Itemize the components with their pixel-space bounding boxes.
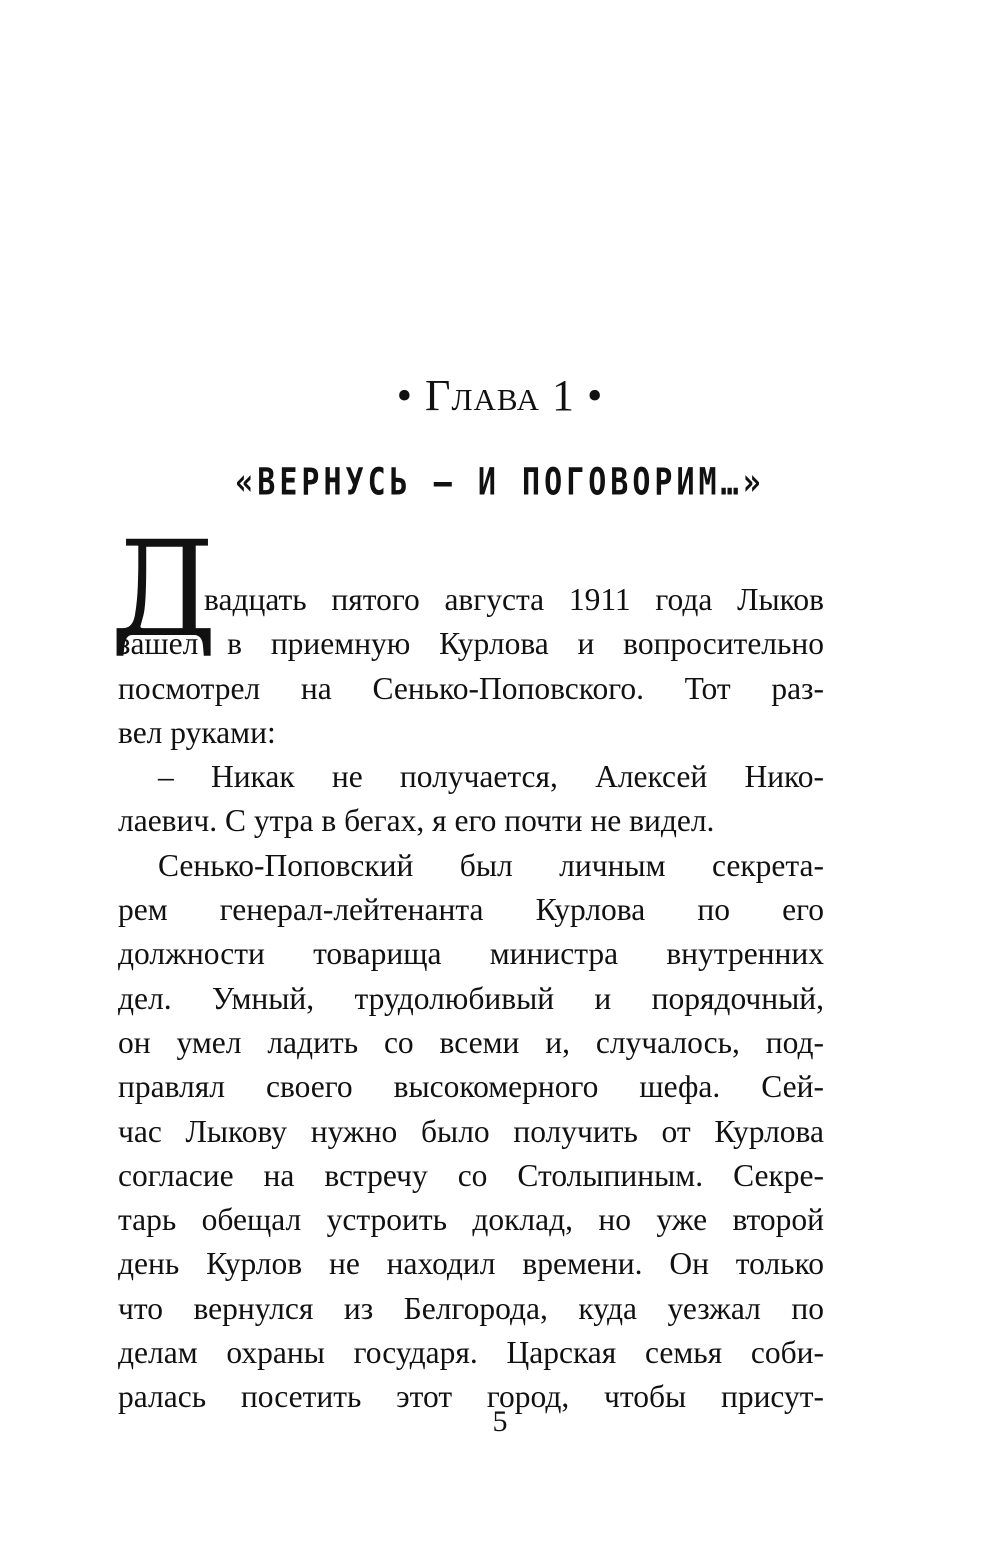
text-line: должности товарища министра внутренних [118,936,824,972]
text-line: час Лыкову нужно было получить от Курлова [118,1113,824,1149]
page-number: 5 [492,1405,508,1438]
text-line: посмотрел на Сенько-Поповского. Тот раз- [118,670,824,706]
bullet-left: • [396,371,414,420]
chapter-subtitle: «ВЕРНУСЬ – И ПОГОВОРИМ…» [235,460,765,505]
text-line: правлял своего высокомерного шефа. Сей- [118,1069,824,1105]
chapter-heading [0,368,1000,424]
drop-cap: Д [110,513,218,667]
text-line: тарь обещал устроить доклад, но уже второй [118,1202,824,1238]
text-line: зашел в приемную Курлова и вопросительно [118,626,824,662]
text-line: рем генерал-лейтенанта Курлова по его [118,892,824,928]
text-line: делам охраны государя. Царская семья соби- [118,1335,824,1371]
text-line: вадцать пятого августа 1911 года Лыков [204,582,824,617]
text-line: что вернулся из Белгорода, куда уезжал по [118,1290,824,1326]
text-line: он умел ладить со всеми и, случалось, под- [118,1024,824,1060]
text-line: день Курлов не находил времени. Он только [118,1246,824,1282]
text-line: – Никак не получается, Алексей Нико- [158,759,824,795]
text-line: лаевич. С утра в бегах, я его почти не видел. [118,803,715,839]
text-line: ралась посетить этот город, чтобы присут- [118,1379,824,1415]
text-line: Сенько-Поповский был личным секрета- [158,847,824,883]
body-text [110,513,824,1420]
text-line: дел. Умный, трудолюбивый и порядочный, [118,980,824,1016]
text-line: вел руками: [118,714,276,750]
bullet-right: • [586,371,604,420]
chapter-label: Глава [425,371,540,420]
chapter-number: 1 [551,371,575,420]
text-line: согласие на встречу со Столыпиным. Секре- [118,1157,824,1193]
